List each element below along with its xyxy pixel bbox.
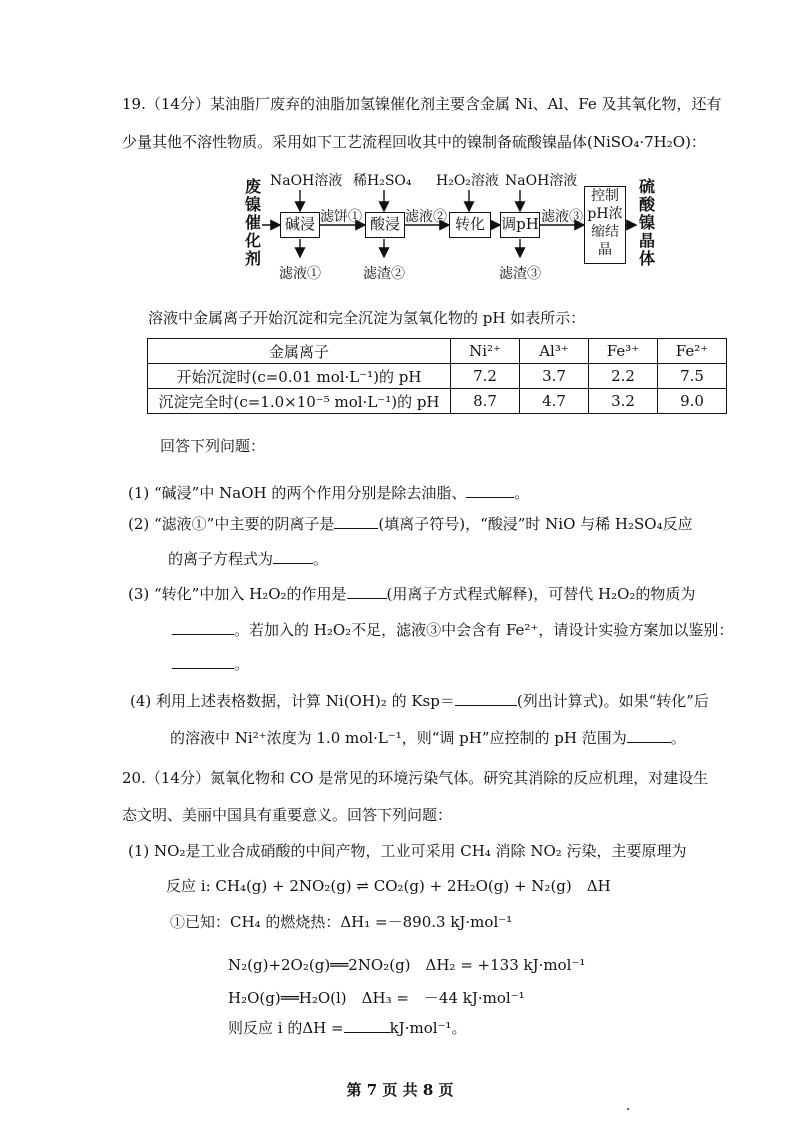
table-cell: 沉淀完全时(c=1.0×10⁻⁵ mol·L⁻¹)的 pH: [148, 389, 451, 414]
table-cell: 4.7: [520, 389, 589, 414]
answer-blank[interactable]: [172, 620, 234, 635]
q19-part4-cont: 的溶液中 Ni²⁺浓度为 1.0 mol·L⁻¹，则“调 pH”应控制的 pH 范围为 。: [170, 729, 686, 747]
table-cell: 7.2: [451, 364, 520, 389]
q19-part4: (4) 利用上述表格数据，计算 Ni(OH)₂ 的 Ksp＝ (列出计算式)。如果“转化”后: [130, 692, 709, 710]
answer-blank[interactable]: [334, 514, 378, 529]
q19-part3-cont2: 。: [172, 654, 249, 674]
q20-eq3: H₂O(g)══H₂O(l) ΔH₃ = －44 kJ·mol⁻¹: [228, 989, 525, 1007]
q20-eq2: N₂(g)+2O₂(g)══2NO₂(g) ΔH₂ = +133 kJ·mol⁻¹: [228, 956, 586, 974]
answer-intro: 回答下列问题：: [160, 437, 266, 455]
table-cell: 2.2: [589, 364, 658, 389]
reagent-naoh-2: NaOH溶液: [505, 173, 578, 189]
flow-start-label: 废 镍 催 化 剂: [244, 177, 261, 268]
q20-line1: 20.（14分）氮氧化物和 CO 是常见的环境污染气体。研究其消除的反应机理，对建设生: [122, 769, 709, 787]
flow-box-adjust-ph: 调pH: [500, 212, 540, 238]
table-header-cell: Al³⁺: [520, 339, 589, 364]
table-row: [148, 389, 727, 414]
q19-part3: (3) “转化”中加入 H₂O₂的作用是 (用离子方式程式解释)，可替代 H₂O₂的物质为: [128, 585, 696, 603]
q20-reaction: 反应 i: CH₄(g) + 2NO₂(g) ⇌ CO₂(g) + 2H₂O(g) + N₂(g) ΔH: [166, 877, 611, 895]
q19-part2: (2) “滤液①”中主要的阴离子是 (填离子符号)，“酸浸”时 NiO 与稀 H₂SO₄反应: [128, 515, 693, 533]
q20-part1: (1) NO₂是工业合成硝酸的中间产物，工业可采用 CH₄ 消除 NO₂ 污染，主要原理为: [128, 842, 687, 860]
flow-box-convert: 转化: [449, 212, 491, 238]
table-cell: 9.0: [658, 389, 727, 414]
table-header-cell: 金属离子: [148, 339, 451, 364]
q19-line1: 19.（14分）某油脂厂废弃的油脂加氢镍催化剂主要含金属 Ni、Al、Fe 及其氧化物，还有: [122, 95, 722, 113]
table-cell: 3.2: [589, 389, 658, 414]
answer-blank[interactable]: [455, 691, 517, 706]
flow-box-crystallize: 控制 pH浓 缩结 晶: [584, 186, 626, 264]
flow-box-acid-leach: 酸浸: [365, 212, 405, 238]
reagent-h2o2: H₂O₂溶液: [436, 173, 499, 189]
ion-ph-table: [147, 338, 727, 414]
table-row: [148, 364, 727, 389]
stray-dot: ·: [626, 1102, 631, 1118]
mid-filter-cake-1: 滤饼①: [320, 209, 362, 225]
table-header-cell: Fe³⁺: [589, 339, 658, 364]
mid-filtrate-3: 滤液③: [541, 209, 583, 225]
q19-part2-cont: 的离子方程式为 。: [168, 550, 329, 568]
table-header-cell: Ni²⁺: [451, 339, 520, 364]
table-cell: 7.5: [658, 364, 727, 389]
flow-end-label: 硫 酸 镍 晶 体: [638, 177, 655, 268]
answer-blank[interactable]: [172, 654, 234, 669]
page-footer: 第 7 页 共 8 页: [346, 1081, 454, 1099]
q20-known: ①已知：CH₄ 的燃烧热：ΔH₁ =－890.3 kJ·mol⁻¹: [170, 913, 513, 931]
out-filtrate-1: 滤液①: [279, 266, 321, 282]
answer-blank[interactable]: [627, 728, 671, 743]
answer-blank[interactable]: [344, 1018, 390, 1033]
q20-ask: 则反应 i 的ΔH = kJ·mol⁻¹。: [228, 1019, 467, 1037]
answer-blank[interactable]: [466, 483, 514, 498]
q20-line2: 态文明、美丽中国具有重要意义。回答下列问题：: [122, 806, 453, 824]
table-cell: 3.7: [520, 364, 589, 389]
q19-part3-cont: 。若加入的 H₂O₂不足，滤液③中会含有 Fe²⁺，请设计实验方案加以鉴别：: [172, 620, 733, 640]
out-residue-2: 滤渣②: [363, 266, 405, 282]
flow-arrows: [0, 0, 800, 300]
answer-blank[interactable]: [273, 549, 313, 564]
q19-line2: 少量其他不溶性物质。采用如下工艺流程回收其中的镍制备硫酸镍晶体(NiSO₄·7H₂O)：: [122, 133, 706, 151]
table-header-row: [148, 339, 727, 364]
reagent-naoh-1: NaOH溶液: [270, 173, 343, 189]
table-intro: 溶液中金属离子开始沉淀和完全沉淀为氢氧化物的 pH 如表所示：: [148, 309, 586, 327]
reagent-h2so4: 稀H₂SO₄: [353, 173, 412, 189]
q19-part1: (1) “碱浸”中 NaOH 的两个作用分别是除去油脂、 。: [128, 484, 530, 502]
flow-box-alkali-leach: 碱浸: [280, 212, 320, 238]
mid-filtrate-2: 滤液②: [405, 209, 447, 225]
answer-blank[interactable]: [347, 584, 387, 599]
table-cell: 8.7: [451, 389, 520, 414]
out-residue-3: 滤渣③: [499, 266, 541, 282]
table-header-cell: Fe²⁺: [658, 339, 727, 364]
table-cell: 开始沉淀时(c=0.01 mol·L⁻¹)的 pH: [148, 364, 451, 389]
